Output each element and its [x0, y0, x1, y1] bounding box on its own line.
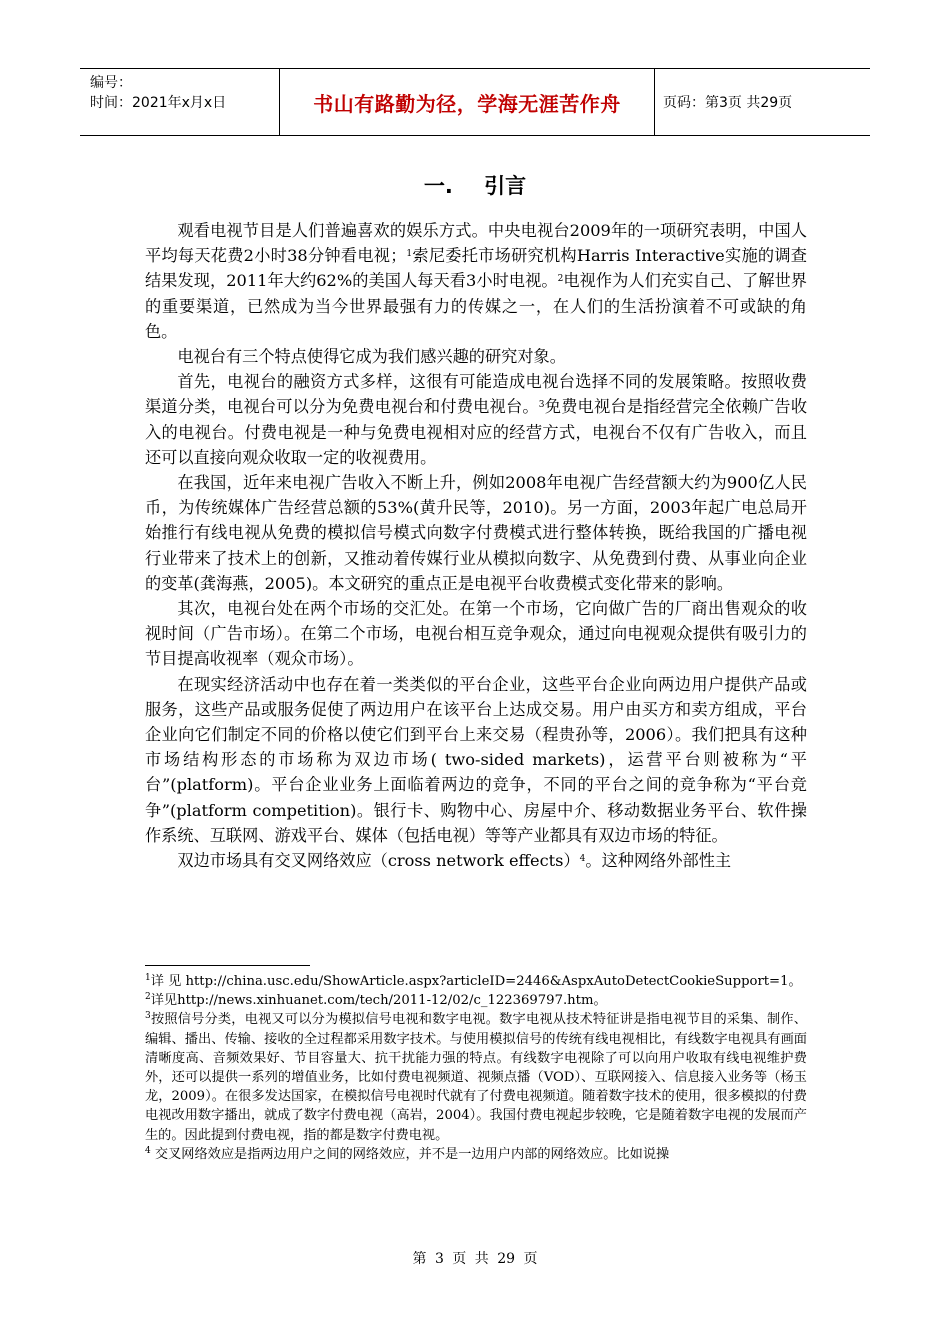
document-number-label: 编号：: [90, 75, 132, 91]
paragraph: 双边市场具有交叉网络效应（cross network effects）$^4$。这种网络外部性主: [177, 851, 732, 871]
footnote-ref: 2: [557, 274, 564, 285]
footnote-ref: 4: [579, 854, 586, 865]
header-page-info: 页码：第3页 共29页: [663, 95, 793, 111]
paragraph: 在我国，近年来电视广告收入不断上升，例如2008年电视广告经营额大约为900亿人民币，为传统媒体广告经营总额的53%(黄升民等，2010)。另一方面，2003年起广电总局开始推行有线电视从免费的模拟信号模式向数字付费模式进行整体转换，既给我国的广播电视行业带来了技术上的创新，又推动着传媒行业从模拟向数字、从免费到付费、从事业向企业的变革(龚海燕，2005)。本文研究的重点正是电视平台收费模式变化带来的影响。: [145, 473, 807, 593]
paragraph: 其次，电视台处在两个市场的交汇处。在第一个市场，它向做广告的厂商出售观众的收视时间（广告市场）。在第二个市场，电视台相互竞争观众，通过向电视观众提供有吸引力的节目提高收视率（观众市场）。: [145, 599, 807, 669]
paragraph: 在现实经济活动中也存在着一类类似的平台企业，这些平台企业向两边用户提供产品或服务，这些产品或服务促使了两边用户在该平台上达成交易。用户由买方和卖方组成，平台企业向它们制定不同的价格以使它们到平台上来交易（程贵孙等，2006）。我们把具有这种市场结构形态的市场称为双边市场( two-sided markets)，运营平台则被称为“平台”(platform)。平台企业业务上面临着两边的竞争，不同的平台之间的竞争称为“平台竞争”(platform competition)。银行卡、购物中心、房屋中介、移动数据业务平台、软件操作系统、互联网、游戏平台、媒体（包括电视）等等产业都具有双边市场的特征。: [145, 674, 807, 845]
page-footer: 第 3 页 共 29 页: [412, 1251, 538, 1267]
header-motto: 书山有路勤为径，学海无涯苦作舟: [280, 69, 655, 135]
paragraph: 首先，电视台的融资方式多样，这很有可能造成电视台选择不同的发展策略。按照收费渠道分类，电视台可以分为免费电视台和付费电视台。$^3$免费电视台是指经营完全依赖广告收入的电视台。付费电视是一种与免费电视相对应的经营方式，电视台不仅有广告收入，而且还可以直接向观众收取一定的收视费用。: [145, 372, 808, 467]
paragraph: 观看电视节目是人们普遍喜欢的娱乐方式。中央电视台2009年的一项研究表明，中国人平均每天花费2小时38分钟看电视；$^1$索尼委托市场研究机构Harris Interactive实施的调查结果发现，2011年大约62%的美国人每天看3小时电视。$^2$电视作为人们充实自己、了解世界的重要渠道，已然成为当今世界最强有力的传媒之一，在人们的生活扮演着不可或缺的角色。: [145, 221, 807, 341]
document-date-label: 时间：2021年x月x日: [90, 95, 227, 111]
body-text: [145, 218, 807, 873]
header-meta-cell: [80, 69, 280, 135]
section-title: 一. 引言: [423, 174, 527, 198]
footnote: $^3$按照信号分类，电视又可以分为模拟信号电视和数字电视。数字电视从技术特征讲是指电视节目的采集、制作、编辑、播出、传输、接收的全过程都采用数字技术。与使用模拟信号的传统有线电视相比，有线数字电视具有画面清晰度高、音频效果好、节目容量大、抗干扰能力强的特点。有线数字电视除了可以向用户收取有线电视维护费外，还可以提供一系列的增值业务，比如付费电视频道、视频点播（VOD）、互联网接入、信息接入业务等（杨玉龙，2009）。在很多发达国家，在模拟信号电视时代就有了付费电视频道。随着数字技术的使用，很多模拟的付费电视改用数字播出，就成了数字付费电视（高岩，2004）。我国付费电视起步较晚，它是随着数字电视的发展而产生的。因此提到付费电视，指的都是数字付费电视。: [145, 1011, 807, 1143]
paragraph: 电视台有三个特点使得它成为我们感兴趣的研究对象。: [177, 347, 566, 367]
footnotes: [145, 972, 807, 1164]
footnote-ref: 1: [406, 249, 413, 260]
footnote-ref: 3: [538, 400, 545, 411]
footnote: $^4$ 交叉网络效应是指两边用户之间的网络效应，并不是一边用户内部的网络效应。比如说操: [145, 1145, 670, 1162]
footnote-separator: [145, 965, 310, 966]
footnote: $^1$详 见 http://china.usc.edu/ShowArticle.aspx?articleID=2446&AspxAutoDetectCookieSupport=1。: [145, 973, 802, 989]
header-table: [80, 68, 870, 136]
footnote: $^2$详见http://news.xinhuanet.com/tech/2011-12/02/c_122369797.htm。: [145, 992, 607, 1009]
